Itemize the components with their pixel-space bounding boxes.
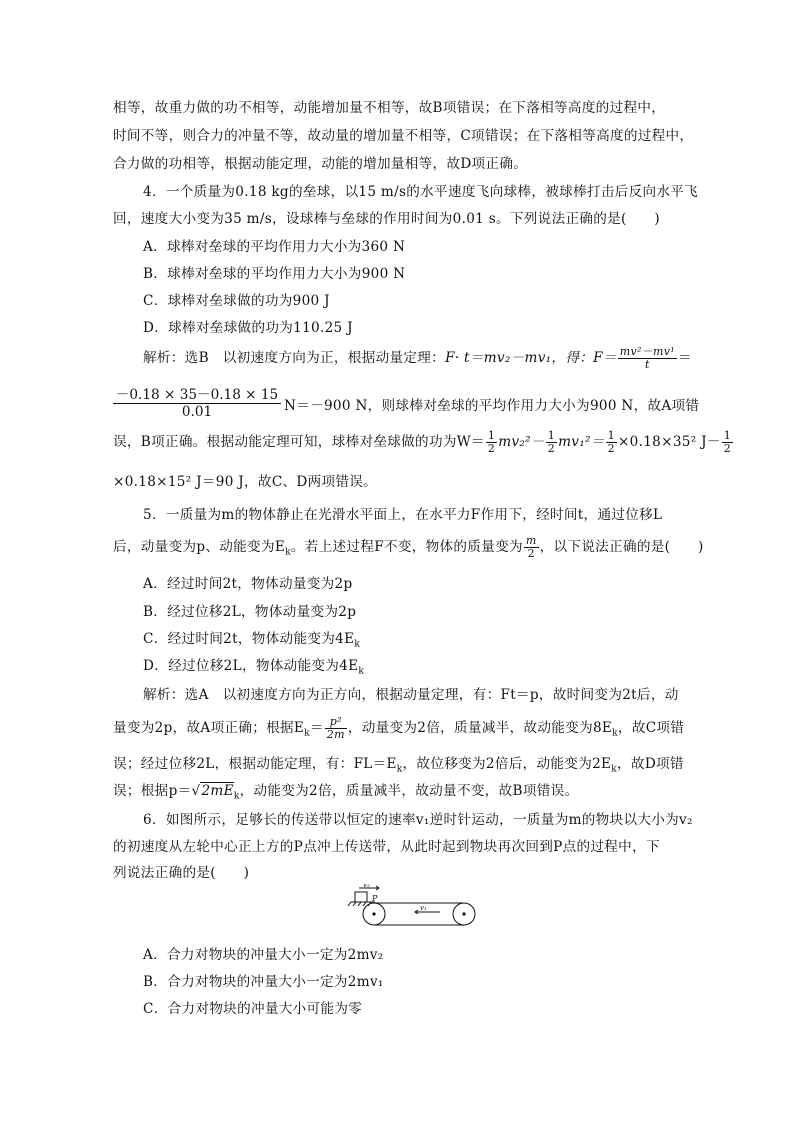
question-5-option-d: D．经过位移2L，物体动能变为$4E_k$: [143, 658, 365, 677]
solution-5-line-4: 误；根据$p=√2mE_k$，动能变为2倍，质量减半，故动量不变，故B项错误。: [113, 783, 579, 802]
solution-5-line-1: 解析：选A 以初速度方向为正方向，根据动量定理，有：Ft＝p，故时间变为2t后，动: [143, 687, 679, 703]
solution-5-line-2: 量变为2p，故A项正确；根据$E_k=$ $\frac{\text{p²}}{2m}$ ，动量变为2倍，质量减半，故动能变为$8E_k$，故C项错: [113, 715, 685, 741]
p-label: P: [372, 894, 378, 903]
v2-label: v₂: [363, 884, 370, 889]
conveyor-belt-diagram: [345, 884, 480, 934]
question-4-option-b: B．球棒对垒球的平均作用力大小为900 N: [143, 266, 406, 282]
text-line: 合力做的功相等，根据动能定理，动能的增加量相等，故D项正确。: [113, 156, 528, 172]
solution-4-line-1: 解析：选B 以初速度方向为正，根据动量定理：F· t＝mv₂－mv₁，得：F＝ $\frac{\text{mv²－mv¹}}{t}$ ＝: [143, 345, 692, 371]
question-5-stem-cont: 后，动量变为p、动能变为$E_k$。若上述过程F不变，物体的质量变为 $\frac{m}{2}$ ，以下说法正确的是( ): [113, 534, 704, 560]
question-6-option-b: B．合力对物块的冲量大小一定为2mv₁: [143, 974, 384, 990]
equation: F· t＝mv₂－mv₁，得：F＝: [445, 350, 617, 366]
left-pulley-center: [372, 912, 375, 915]
question-4-stem: 4．一个质量为0.18 kg的垒球，以15 m/s的水平速度飞向球棒，被球棒打击后反向水平飞: [143, 184, 699, 200]
text-line: 时间不等，则合力的冲量不等，故动量的增加量不相等，C项错误；在下落相等高度的过程中，: [113, 128, 694, 144]
question-5-stem: 5．一质量为m的物体静止在光滑水平面上，在水平力F作用下，经时间t，通过位移L: [143, 507, 663, 523]
solution-4-big-fraction: [113, 383, 281, 420]
right-pulley-center: [462, 912, 465, 915]
question-6-stem: 6．如图所示，足够长的传送带以恒定的速率v₁逆时针运动，一质量为m的物块以大小为v₂: [143, 812, 693, 828]
question-5-option-b: B．经过位移2L，物体动量变为2p: [143, 604, 357, 620]
question-4-option-c: C．球棒对垒球做的功为900 J: [143, 293, 330, 309]
question-6-option-c: C．合力对物块的冲量大小可能为零: [143, 1001, 363, 1017]
question-5-option-a: A．经过时间2t，物体动量变为2p: [143, 576, 353, 592]
text-line: 相等，故重力做的功不相等，动能增加量不相等，故B项错误；在下落相等高度的过程中，: [113, 100, 666, 116]
question-4-stem-cont: 回，速度大小变为35 m/s，设球棒与垒球的作用时间为0.01 s。下列说法正确的是( ): [113, 211, 661, 227]
solution-4-line-2: N＝－900 N，则球棒对垒球的平均作用力大小为900 N，故A项错: [284, 398, 700, 414]
question-4-option-d: D．球棒对垒球做的功为110.25 J: [143, 320, 353, 336]
v1-label: v₁: [420, 904, 427, 912]
question-5-option-c: C．经过时间2t，物体动能变为$4E_k$: [143, 631, 361, 650]
solution-text: 解析：选B 以初速度方向为正，根据动量定理：: [143, 350, 446, 366]
question-6-option-a: A．合力对物块的冲量大小一定为2mv₂: [143, 947, 384, 963]
question-6-stem-cont: 的初速度从左轮中心正上方的P点冲上传送带，从此时起到物块再次回到P点的过程中，下: [113, 839, 660, 855]
question-4-option-a: A．球棒对垒球的平均作用力大小为360 N: [143, 239, 406, 255]
solution-4-line-3: 误，B项正确。根据动能定理可知，球棒对垒球做的功为W＝ $\frac{1}{2}$ mv₂²－ $\frac{1}{2}$ mv₁²＝ $\frac{1}{2}$ ×0.18×35² J－ $\frac{1}{2}$: [113, 429, 732, 455]
solution-5-line-3: 误；经过位移2L，根据动能定理，有：$FL=E_k$，故位移变为2倍后，动能变为$2E_k$，故D项错: [113, 756, 684, 775]
fraction-denominator: 0.01: [181, 404, 213, 420]
question-6-stem-cont: 列说法正确的是( ): [113, 865, 250, 881]
fraction: $\frac{\text{mv²－mv¹}}{t}$: [619, 345, 675, 371]
solution-4-line-4: ×0.18×15² J＝90 J，故C、D两项错误。: [113, 474, 378, 490]
fraction-numerator: －0.18 × 35－0.18 × 15: [113, 383, 281, 404]
